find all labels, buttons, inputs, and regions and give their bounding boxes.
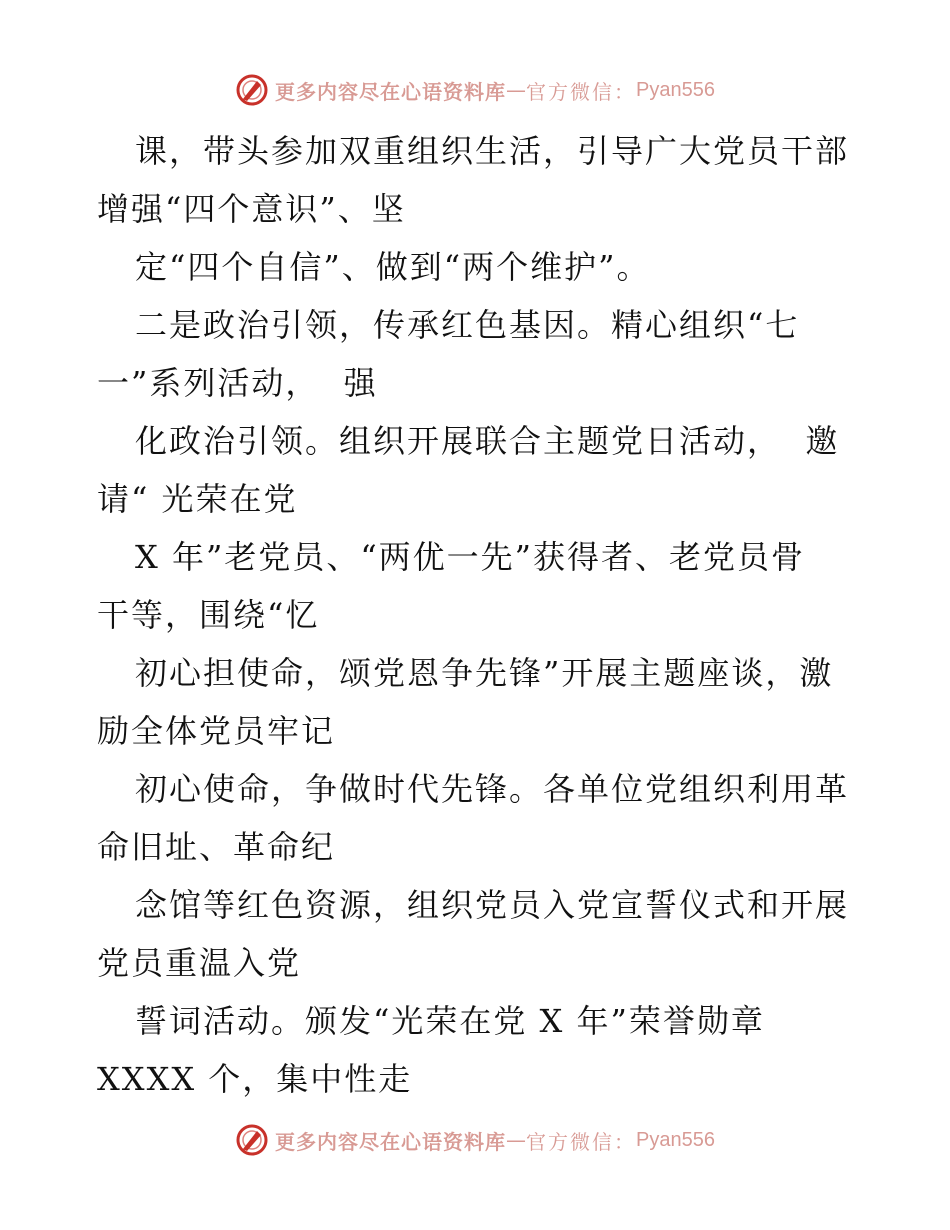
body-line: 初心担使命，颂党恩争先锋”开展主题座谈，激 — [135, 654, 834, 692]
body-line: XXXX 个，集中性走 — [97, 1060, 413, 1098]
banner-official-label: 官方微信： — [526, 1129, 637, 1154]
body-line: 定“四个自信”、做到“两个维护”。 — [135, 248, 651, 286]
banner-official-label: 官方微信： — [526, 79, 637, 104]
banner-account-id: Pyan556 — [636, 1128, 715, 1151]
header-banner — [0, 70, 950, 110]
banner-account-id: Pyan556 — [636, 78, 715, 101]
quill-logo-icon — [235, 73, 269, 107]
body-line: 化政治引领。组织开展联合主题党日活动， 邀 — [135, 422, 840, 460]
banner-separator: — — [506, 1128, 527, 1152]
body-line: 念馆等红色资源，组织党员入党宣誓仪式和开展 — [135, 886, 850, 924]
body-line: 干等，围绕“忆 — [97, 596, 320, 634]
body-line: 誓词活动。颁发“光荣在党 X 年”荣誉勋章 — [135, 1002, 765, 1040]
banner-main-text: 更多内容尽在心语资料库 — [275, 79, 507, 104]
footer-banner — [0, 1120, 950, 1160]
document-body — [97, 122, 887, 1108]
body-line: 励全体党员牢记 — [97, 712, 336, 750]
body-line: 请“ 光荣在党 — [97, 480, 298, 518]
quill-logo-icon — [235, 1123, 269, 1157]
body-line: 增强“四个意识”、坚 — [97, 190, 406, 228]
body-line: 初心使命，争做时代先锋。各单位党组织利用革 — [135, 770, 850, 808]
banner-main-text: 更多内容尽在心语资料库 — [275, 1129, 507, 1154]
body-line: 二是政治引领，传承红色基因。精心组织“七 — [135, 306, 800, 344]
body-line: 一”系列活动， 强 — [97, 364, 378, 402]
body-line: 命旧址、革命纪 — [97, 828, 336, 866]
body-line: 课，带头参加双重组织生活，引导广大党员干部 — [135, 132, 850, 170]
banner-separator: — — [506, 78, 527, 102]
body-line: 党员重温入党 — [97, 944, 302, 982]
body-line: X 年”老党员、“两优一先”获得者、老党员骨 — [135, 538, 806, 576]
